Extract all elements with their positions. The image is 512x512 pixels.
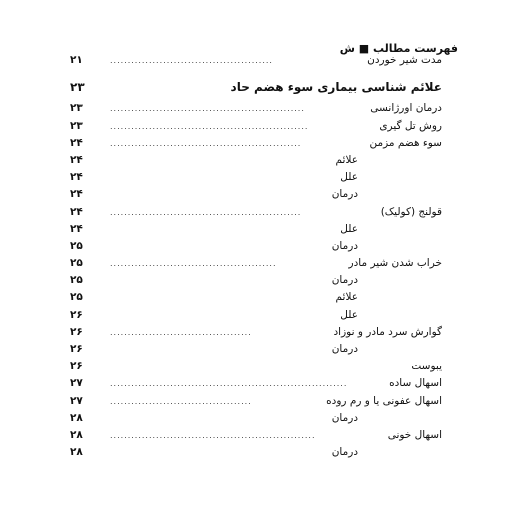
- dot-leader: ........................................................: [110, 121, 309, 131]
- toc-entry[interactable]: [70, 272, 442, 289]
- toc-entry[interactable]: [70, 358, 442, 375]
- toc-entry-title: علل: [340, 308, 358, 321]
- dot-leader: ......................................................: [110, 138, 302, 148]
- toc-page-number: ۲۶: [70, 360, 83, 373]
- toc-page-number: ۲۳: [70, 119, 83, 132]
- toc-page-number: ۲۶: [70, 308, 83, 321]
- toc-entry[interactable]: [70, 52, 442, 69]
- toc-entry[interactable]: [70, 375, 442, 392]
- toc-page-number: ۲۶: [70, 325, 83, 338]
- toc-page-number: ۲۸: [70, 446, 83, 459]
- toc-entry-title: روش تل گیری: [379, 119, 442, 132]
- toc-entry-title: یبوست: [411, 360, 442, 373]
- toc-page-number: ۲۷: [70, 394, 83, 407]
- toc-entry-title: گوارش سرد مادر و نوزاد: [333, 325, 442, 338]
- toc-section-heading[interactable]: [70, 79, 442, 96]
- dot-leader: ...................................................................: [110, 379, 348, 389]
- toc-entry-title: درمان: [331, 188, 358, 201]
- toc-page-number: ۲۶: [70, 343, 83, 355]
- dot-leader: ..............................................: [110, 56, 273, 65]
- toc-page-number: ۲۸: [70, 411, 83, 424]
- toc-page-number: ۲۴: [70, 205, 83, 218]
- toc-entry-title: درمان: [331, 343, 358, 355]
- toc-entry[interactable]: [70, 118, 442, 135]
- dot-leader: ......................................................: [110, 207, 302, 217]
- toc-page-number: ۲۸: [70, 428, 83, 441]
- toc-page-number: ۲۴: [70, 136, 83, 149]
- toc-entry[interactable]: [70, 307, 442, 324]
- toc-entry-title: درمان: [331, 239, 358, 252]
- dot-leader: ..........................................................: [110, 430, 316, 440]
- toc-entry-title: درمان: [331, 274, 358, 287]
- page-header: فهرست مطالب ■ ش: [339, 42, 458, 55]
- toc-page-number: ۲۵: [70, 257, 83, 270]
- toc-page-number: ۲۴: [70, 222, 83, 235]
- dot-leader: ........................................: [110, 396, 252, 406]
- toc-entry[interactable]: [70, 324, 442, 341]
- toc-entry[interactable]: [70, 393, 442, 410]
- dot-leader: .......................................................: [110, 104, 305, 114]
- toc-entry-title: خراب شدن شیر مادر: [348, 257, 442, 270]
- toc-entry[interactable]: [70, 427, 442, 444]
- toc-entry[interactable]: [70, 410, 442, 427]
- toc-entry[interactable]: [70, 152, 442, 169]
- toc-entry[interactable]: [70, 341, 442, 358]
- toc-page-number: ۲۷: [70, 377, 83, 390]
- toc-page-number: ۲۱: [70, 54, 83, 66]
- toc-entry[interactable]: [70, 221, 442, 238]
- toc-entry-title: اسهال عفونی یا و رم روده: [326, 394, 442, 407]
- toc-entry[interactable]: [70, 186, 442, 203]
- toc-entry-title: علل: [340, 171, 358, 184]
- toc-entry-title: قولنج (کولیک): [380, 205, 442, 218]
- toc-entry-title: درمان اورژانسی: [370, 102, 442, 115]
- toc-entry-title: مدت شیر خوردن: [367, 54, 442, 66]
- toc-page-number: ۲۴: [70, 188, 83, 201]
- toc-entry[interactable]: [70, 238, 442, 255]
- toc-page-number: ۲۳: [70, 80, 85, 95]
- toc-page-number: ۲۵: [70, 239, 83, 252]
- toc-entry-title: سوء هضم مزمن: [369, 136, 442, 149]
- toc-entry-title: علائم: [335, 153, 358, 166]
- dot-leader: ........................................: [110, 327, 252, 337]
- toc-entry[interactable]: [70, 135, 442, 152]
- toc-entry[interactable]: [70, 444, 442, 461]
- toc-page-number: ۲۳: [70, 102, 83, 115]
- toc-entry[interactable]: [70, 204, 442, 221]
- toc-entry[interactable]: [70, 169, 442, 186]
- toc-entry[interactable]: [70, 100, 442, 117]
- toc-page-number: ۲۴: [70, 171, 83, 184]
- toc-entry-title: علائم: [335, 291, 358, 304]
- toc-page-number: ۲۵: [70, 274, 83, 287]
- toc-entry-title: اسهال ساده: [389, 377, 442, 390]
- toc-entry-title: درمان: [331, 446, 358, 459]
- toc-page-number: ۲۵: [70, 291, 83, 304]
- table-of-contents: [70, 52, 442, 461]
- toc-page-number: ۲۴: [70, 153, 83, 166]
- toc-entry-title: اسهال خونی: [387, 428, 442, 441]
- toc-entry[interactable]: [70, 255, 442, 272]
- toc-entry-title: درمان: [331, 411, 358, 424]
- toc-entry-title: علل: [340, 222, 358, 235]
- toc-entry-title: علائم شناسی بیماری سوء هضم حاد: [230, 80, 442, 95]
- toc-entry[interactable]: [70, 289, 442, 306]
- dot-leader: ...............................................: [110, 259, 277, 269]
